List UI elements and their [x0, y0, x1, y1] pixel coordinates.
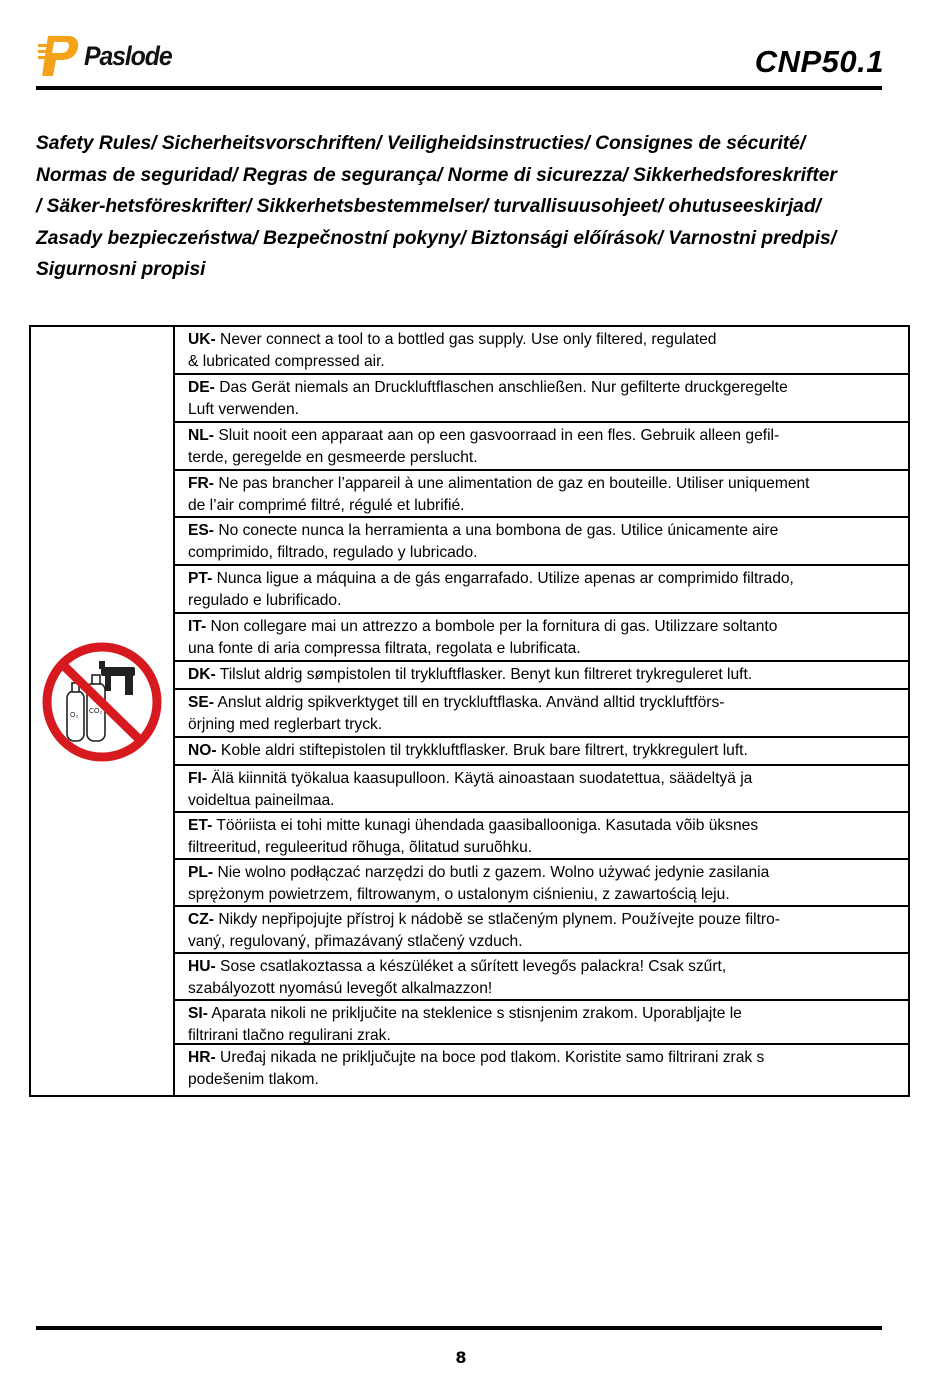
bottle-label: CO₂ — [89, 708, 103, 715]
icon-cell — [31, 327, 175, 1095]
rule-code: PL- — [188, 864, 214, 881]
heading-line: Safety Rules/ Sicherheitsvorschriften/ Veiligheidsinstructies/ Consignes de sécurité/ — [36, 133, 806, 154]
rule-row-pl — [175, 860, 908, 907]
rule-text: Koble aldri stiftepistolen til trykkluftflasker. Bruk bare filtrert, trykkregulert luft. — [216, 742, 748, 759]
rule-code: FR- — [188, 475, 214, 492]
rule-text: vaný, regulovaný, přimazávaný stlačený vzduch. — [188, 932, 523, 950]
footer-rule — [36, 1326, 882, 1330]
rule-text: sprężonym powietrzem, filtrowanym, o ustalonym ciśnieniu, z zawartością leju. — [188, 885, 730, 903]
rule-text: szabályozott nyomású levegőt alkalmazzon! — [188, 979, 493, 997]
heading-line: / Säker-hetsföreskrifter/ Sikkerhetsbestemmelser/ turvallisuusohjeet/ ohutuseeskirjad/ — [36, 196, 821, 218]
model-number: CNP50.1 — [754, 44, 884, 79]
heading-line: Sigurnosni propisi — [36, 259, 206, 281]
safety-rules-table — [29, 325, 910, 1097]
rule-code: IT- — [188, 618, 207, 635]
rule-row-pt — [175, 566, 908, 614]
rule-row-dk — [175, 662, 908, 690]
rule-text: Älä kiinnitä työkalua kaasupulloon. Käytä ainoastaan suodatettua, säädeltyä ja — [207, 770, 753, 787]
brand-name: Paslode — [84, 40, 172, 71]
rule-row-fr — [175, 471, 908, 518]
rule-text: una fonte di aria compressa filtrata, regolata e lubrificata. — [188, 639, 581, 657]
rule-code: UK- — [188, 331, 216, 348]
rule-row-si — [175, 1001, 908, 1045]
rule-text: Ne pas brancher l’appareil à une alimentation de gaz en bouteille. Utiliser uniquement — [213, 475, 810, 492]
rule-row-nl — [175, 423, 908, 471]
rule-text: de l’air comprimé filtré, régulé et lubrifié. — [188, 496, 465, 514]
rule-code: ES- — [188, 522, 214, 539]
rule-text: Nie wolno podłączać narzędzi do butli z gazem. Wolno używać jedynie zasilania — [213, 864, 770, 881]
rule-text: voideltua paineilmaa. — [188, 791, 335, 809]
bottle-label: O₂ — [70, 712, 79, 719]
rule-text: Tilslut aldrig sømpistolen til trykluftflasker. Benyt kun filtreret trykreguleret luft. — [215, 666, 753, 683]
rule-text: & lubricated compressed air. — [188, 352, 385, 370]
rule-text: regulado e lubrificado. — [188, 591, 342, 609]
rule-text: filtreeritud, reguleeritud rõhuga, õlitatud suruõhku. — [188, 838, 533, 856]
heading-line: Normas de seguridad/ Regras de segurança/ Norme di sicurezza/ Sikkerhedsforeskrifter — [36, 164, 837, 186]
rule-text: Uređaj nikada ne priključujte na boce pod tlakom. Koristite samo filtrirani zrak s — [215, 1049, 765, 1066]
rule-text: filtrirani tlačno regulirani zrak. — [188, 1026, 391, 1044]
rule-code: FI- — [188, 770, 208, 787]
rule-code: DE- — [188, 379, 215, 396]
no-gas-bottle-icon — [39, 639, 165, 765]
rule-text: Nikdy nepřipojujte přístroj k nádobě se stlačeným plynem. Používejte pouze filtro- — [213, 911, 780, 928]
rule-code: NO- — [188, 742, 217, 759]
header-rule — [36, 86, 882, 90]
heading-line: Zasady bezpieczeństwa/ Bezpečnostní pokyny/ Biztonsági előírások/ Varnostni predpis/ — [36, 227, 837, 249]
rule-text: Das Gerät niemals an Druckluftflaschen anschließen. Nur gefilterte druckgeregelte — [214, 379, 788, 396]
rule-code: CZ- — [188, 911, 214, 928]
rule-code: PT- — [188, 570, 213, 587]
page-number: 8 — [455, 1348, 467, 1367]
rule-text: Luft verwenden. — [188, 400, 299, 418]
rule-text: No conecte nunca la herramienta a una bombona de gas. Utilice únicamente aire — [214, 522, 779, 539]
rule-row-se — [175, 690, 908, 738]
rule-row-no — [175, 738, 908, 766]
rule-row-uk — [175, 327, 908, 375]
safety-rules-heading — [36, 128, 946, 286]
rule-text: örjning med reglerbart tryck. — [188, 715, 383, 733]
rule-text: terde, geregelde en gesmeerde perslucht. — [188, 448, 478, 466]
rule-text: Sluit nooit een apparaat aan op een gasvoorraad in een fles. Gebruik alleen gefil- — [213, 427, 780, 444]
rule-row-es — [175, 518, 908, 566]
rule-code: NL- — [188, 427, 214, 444]
rule-row-cz — [175, 907, 908, 954]
rule-code: SI- — [188, 1005, 208, 1022]
rule-text: Tööriista ei tohi mitte kunagi ühendada gaasiballooniga. Kasutada võib üksnes — [212, 817, 759, 834]
rule-text: Never connect a tool to a bottled gas supply. Use only filtered, regulated — [215, 331, 717, 348]
rule-row-hr — [175, 1045, 908, 1095]
rule-code: ET- — [188, 817, 213, 834]
rule-code: HU- — [188, 958, 216, 975]
rule-row-et — [175, 813, 908, 860]
paslode-p-mark-icon — [38, 34, 82, 78]
rule-text: Anslut aldrig spikverktyget till en tryckluftflaska. Använd alltid tryckluftförs- — [214, 694, 725, 711]
rule-text: Nunca ligue a máquina a de gás engarrafado. Utilize apenas ar comprimido filtrado, — [212, 570, 794, 587]
rule-text: Aparata nikoli ne priključite na steklenice s stisnjenim zrakom. Uporabljajte le — [207, 1005, 742, 1022]
rule-code: HR- — [188, 1049, 216, 1066]
rule-text: comprimido, filtrado, regulado y lubricado. — [188, 543, 478, 561]
rule-text: Non collegare mai un attrezzo a bombole per la fornitura di gas. Utilizzare soltanto — [206, 618, 778, 635]
paslode-logo — [38, 34, 179, 78]
rule-row-it — [175, 614, 908, 662]
rules-list — [175, 327, 908, 1095]
rule-row-hu — [175, 954, 908, 1001]
rule-text: podešenim tlakom. — [188, 1070, 319, 1088]
rule-code: SE- — [188, 694, 214, 711]
rule-row-fi — [175, 766, 908, 813]
rule-text: Sose csatlakoztassa a készüléket a sűrített levegős palackra! Csak szűrt, — [215, 958, 727, 975]
rule-code: DK- — [188, 666, 216, 683]
rule-row-de — [175, 375, 908, 423]
